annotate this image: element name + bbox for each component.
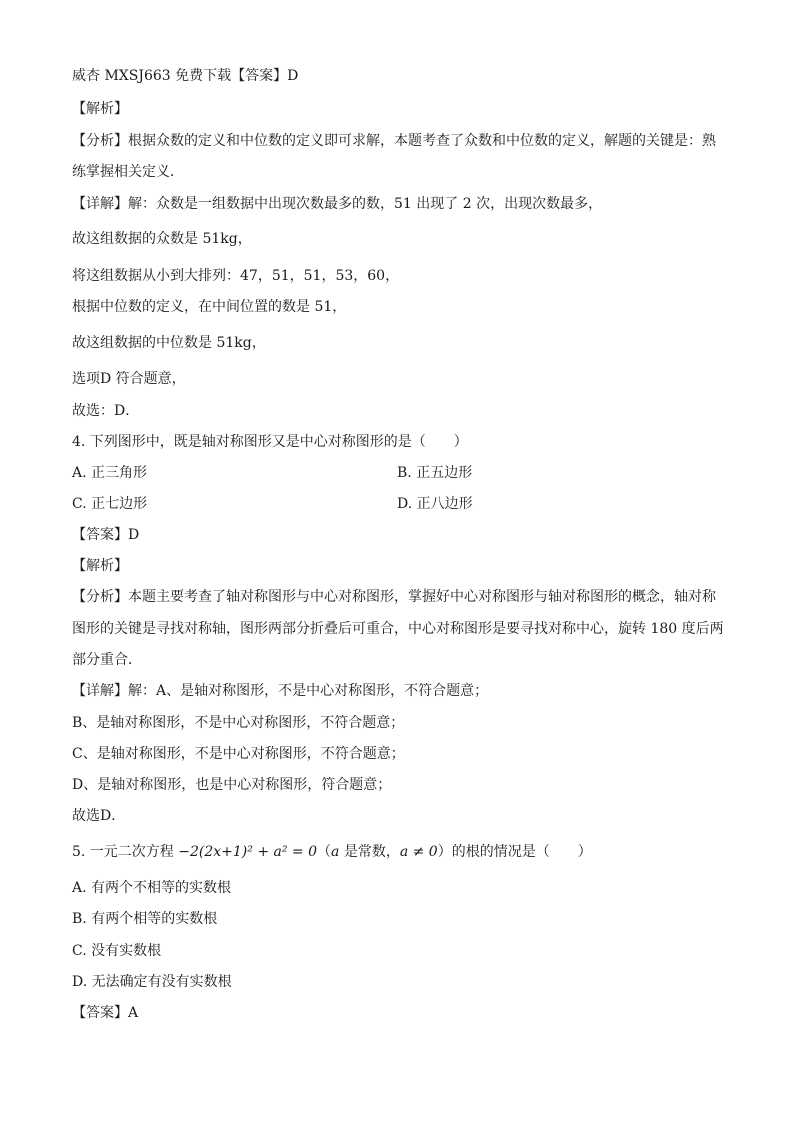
q3-median-def-line: 根据中位数的定义，在中间位置的数是 51，	[72, 299, 347, 315]
fenxi-text: 根据众数的定义和中位数的定义即可求解，本题考查了众数和中位数的定义，解题的关键是：熟	[128, 133, 716, 149]
q5-stem-prefix: 5. 一元二次方程	[72, 844, 179, 860]
q4-option-c: C. 正七边形	[72, 496, 148, 512]
q5-equation: −2(2x+1)² + a² = 0	[178, 844, 318, 860]
q3-fenxi-line-2: 练掌握相关定义．	[72, 164, 184, 180]
analysis-title: 【解析】	[72, 101, 128, 117]
answer-value: A	[128, 1005, 139, 1021]
q5-stem-cond: 是常数，	[339, 844, 400, 860]
q4-stem: 4. 下列图形中，既是轴对称图形又是中心对称图形的是（ ）	[72, 434, 468, 450]
q5-answer-line	[72, 1003, 138, 1023]
xiangjie-tag: 【详解】	[72, 196, 128, 212]
q4-line-b: B、是轴对称图形，不是中心对称图形，不符合题意；	[72, 715, 405, 731]
q4-line-c: C、是轴对称图形，不是中心对称图形，不符合题意；	[72, 746, 405, 762]
q4-answer-line	[72, 525, 139, 545]
q5-a-variable: a	[331, 844, 340, 860]
q4-fenxi-line-2: 图形的关键是寻找对称轴，图形两部分折叠后可重合，中心对称图形是要寻找对称中心，旋转 180 度后两	[72, 621, 724, 637]
q4-fenxi-line-3: 部分重合．	[72, 652, 142, 668]
q3-mode-line: 故这组数据的众数是 51kg，	[72, 231, 252, 247]
header-line	[72, 66, 298, 86]
q3-choose-line: 故选：D．	[72, 403, 140, 419]
q3-option-line: 选项D 符合题意，	[72, 371, 186, 387]
watermark-text: 威杏 MXSJ663 免费下载	[72, 68, 232, 84]
q4-option-b: B. 正五边形	[397, 465, 473, 481]
q4-option-d: D. 正八边形	[397, 496, 473, 512]
q5-option-d: D. 无法确定有没有实数根	[72, 974, 232, 990]
fenxi-text: 本题主要考查了轴对称图形与中心对称图形，掌握好中心对称图形与轴对称图形的概念，轴对称	[128, 589, 716, 605]
q5-condition: a ≠ 0	[399, 844, 438, 860]
q4-line-d: D、是轴对称图形，也是中心对称图形，符合题意；	[72, 777, 392, 793]
q4-option-a: A. 正三角形	[72, 465, 148, 481]
fenxi-tag: 【分析】	[72, 133, 128, 149]
q3-median-line: 故这组数据的中位数是 51kg，	[72, 335, 266, 351]
xiangjie-tag: 【详解】	[72, 683, 128, 699]
answer-tag: 【答案】	[72, 527, 128, 543]
q5-option-c: C. 没有实数根	[72, 943, 162, 959]
q4-analysis-title: 【解析】	[72, 558, 128, 574]
q4-choose-line: 故选D．	[72, 808, 126, 824]
q5-stem-suffix: ）的根的情况是（ ）	[437, 844, 592, 860]
q5-option-a: A. 有两个不相等的实数根	[72, 880, 232, 896]
answer-tag: 【答案】	[72, 1005, 128, 1021]
q4-fenxi-line-1	[72, 587, 716, 607]
answer-value: D	[128, 527, 140, 543]
q5-stem	[72, 842, 592, 862]
answer-tag: 【答案】	[231, 68, 288, 84]
q4-xiangjie-line	[72, 681, 488, 701]
q3-fenxi-line-1	[72, 131, 716, 151]
q3-sort-line: 将这组数据从小到大排列：47，51，51，53，60，	[72, 268, 400, 284]
q5-stem-mid: （	[317, 844, 332, 860]
q3-xiangjie-line	[72, 194, 602, 214]
xiangjie-text: 解：A、是轴对称图形，不是中心对称图形，不符合题意；	[128, 683, 489, 699]
answer-value: D	[287, 68, 299, 84]
q5-option-b: B. 有两个相等的实数根	[72, 911, 218, 927]
fenxi-tag: 【分析】	[72, 589, 128, 605]
xiangjie-text: 解：众数是一组数据中出现次数最多的数，51 出现了 2 次，出现次数最多，	[128, 196, 603, 212]
